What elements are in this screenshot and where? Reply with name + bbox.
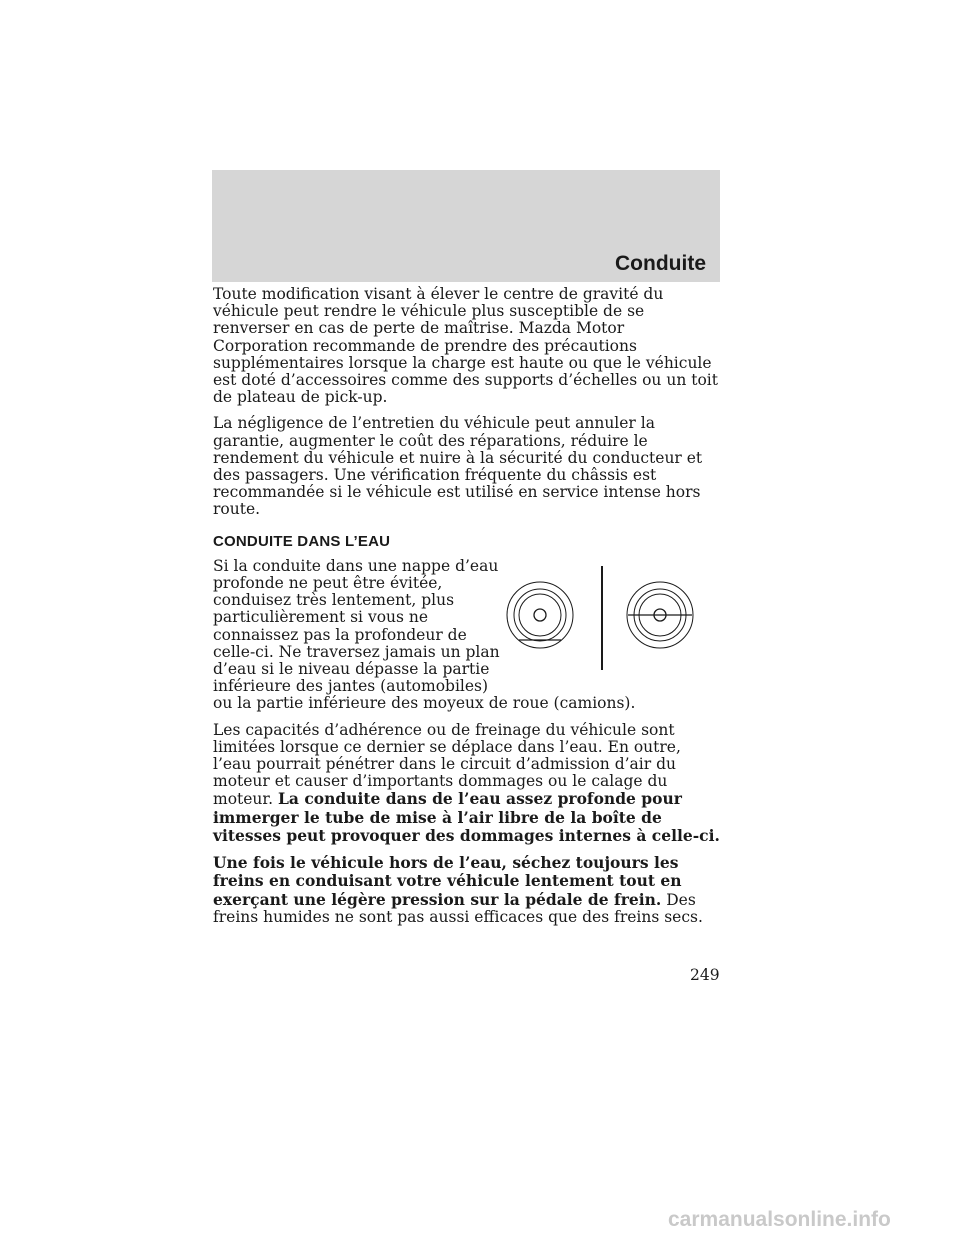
- traction-text: Les capacités d’adhérence ou de freinage du véhicule sont limitées lorsque ce dernier se déplace dans l’eau. En outre, l’eau pourrait pénétrer dans le circuit d’admission d’air du moteur et causer d’importants dommages ou le calage du moteur.: [213, 720, 681, 809]
- truck-wheel-icon: [627, 582, 693, 648]
- paragraph-maintenance: La négligence de l’entretien du véhicule peut annuler la garantie, augmenter le coût des réparations, réduire le rendement du véhicule et nuire à la sécurité du conducteur et des passagers. Une vérification fréquente du châssis est recommandée si le véhicule est utilisé en service intense hors route.: [213, 414, 703, 519]
- paragraph-dry-brakes: [213, 854, 723, 926]
- section-title: Conduite: [615, 252, 706, 275]
- water-depth-block: [213, 558, 723, 713]
- section-header-band: [212, 170, 720, 282]
- wet-brakes-note: Des freins humides ne sont pas aussi efficaces que des freins secs.: [213, 890, 703, 926]
- car-wheel-icon: [507, 582, 573, 648]
- transmission-warning: La conduite dans de l’eau assez profonde pour immerger le tube de mise à l’air libre de la boîte de vitesses peut provoquer des dommages internes à celle-ci.: [213, 789, 720, 845]
- page-content: [213, 286, 723, 935]
- paragraph-traction-in-water: [213, 722, 723, 845]
- page-number: 249: [690, 966, 720, 984]
- watermark: carmanualsonline.info: [668, 1208, 891, 1231]
- wheel-water-level-illustration: [503, 558, 718, 698]
- dry-brakes-warning: Une fois le véhicule hors de l’eau, séchez toujours les freins en conduisant votre véhicule lentement tout en exerçant une légère pression sur la pédale de frein.: [213, 853, 682, 909]
- heading-driving-through-water: CONDUITE DANS L’EAU: [213, 532, 391, 550]
- paragraph-center-of-gravity: Toute modification visant à élever le centre de gravité du véhicule peut rendre le véhicule plus susceptible de se renverser en cas de perte de maîtrise. Mazda Motor Corporation recommande de prendre des précautions supplémentaires lorsque la charge est haute ou que le véhicule est doté d’accessoires comme des supports d’échelles ou un toit de plateau de pick-up.: [213, 285, 718, 407]
- paragraph-water-depth: Si la conduite dans une nappe d’eau profonde ne peut être évitée, conduisez très lentement, plus particulièrement si vous ne connaissez pas la profondeur de celle-ci. Ne traversez jamais un plan d’eau si le niveau dépasse la partie inférieure des jantes (automobiles): [213, 556, 500, 696]
- paragraph-water-depth-continued: ou la partie inférieure des moyeux de roue (camions).: [213, 694, 636, 713]
